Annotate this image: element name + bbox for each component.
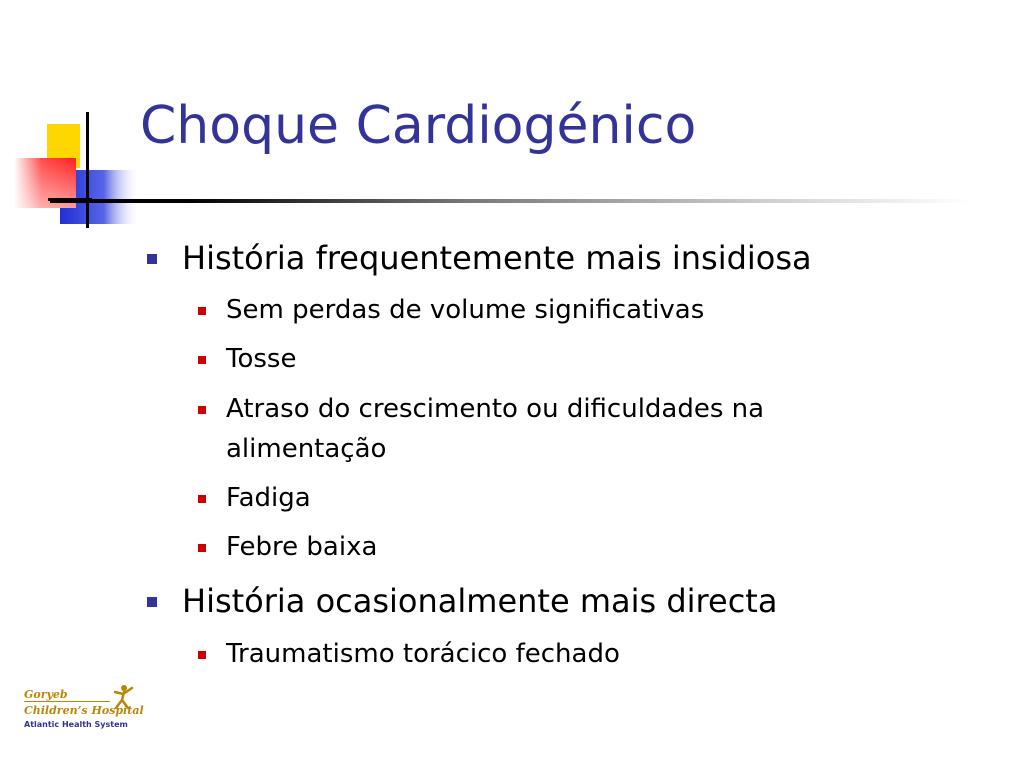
bullet-text: Traumatismo torácico fechado bbox=[226, 639, 620, 669]
bullet-level1 bbox=[182, 581, 777, 621]
bullet-level2 bbox=[226, 527, 866, 567]
square-bullet-icon bbox=[147, 597, 157, 607]
bullet-level2 bbox=[226, 478, 866, 518]
bullet-text: História frequentemente mais insidiosa bbox=[182, 239, 812, 277]
square-bullet-icon bbox=[198, 544, 206, 552]
square-bullet-icon bbox=[198, 651, 206, 659]
bullet-text: Tosse bbox=[226, 344, 297, 374]
slide-title: Choque Cardiogénico bbox=[140, 96, 697, 156]
bullet-text: Fadiga bbox=[226, 483, 311, 513]
square-bullet-icon bbox=[198, 356, 206, 364]
bullet-level2 bbox=[226, 290, 866, 330]
bullet-level2 bbox=[226, 339, 866, 379]
square-bullet-icon bbox=[198, 307, 206, 315]
square-bullet-icon bbox=[198, 406, 206, 414]
bullet-text: Febre baixa bbox=[226, 532, 378, 562]
hospital-logo bbox=[22, 688, 142, 744]
logo-line-1: Goryeb bbox=[24, 688, 68, 701]
bullet-level1 bbox=[182, 238, 812, 278]
child-figure-icon bbox=[112, 684, 138, 712]
bullet-text: Atraso do crescimento ou dificuldades na alimentação bbox=[226, 394, 765, 464]
logo-line-2: Children’s Hospital bbox=[24, 704, 144, 717]
bullet-text: Sem perdas de volume significativas bbox=[226, 295, 705, 325]
bullet-text: História ocasionalmente mais directa bbox=[182, 582, 778, 620]
square-bullet-icon bbox=[198, 495, 206, 503]
square-bullet-icon bbox=[147, 254, 157, 264]
bullet-level2 bbox=[226, 634, 866, 674]
bullet-level2 bbox=[226, 389, 866, 469]
logo-line-3: Atlantic Health System bbox=[24, 720, 128, 729]
logo-divider bbox=[24, 701, 110, 702]
